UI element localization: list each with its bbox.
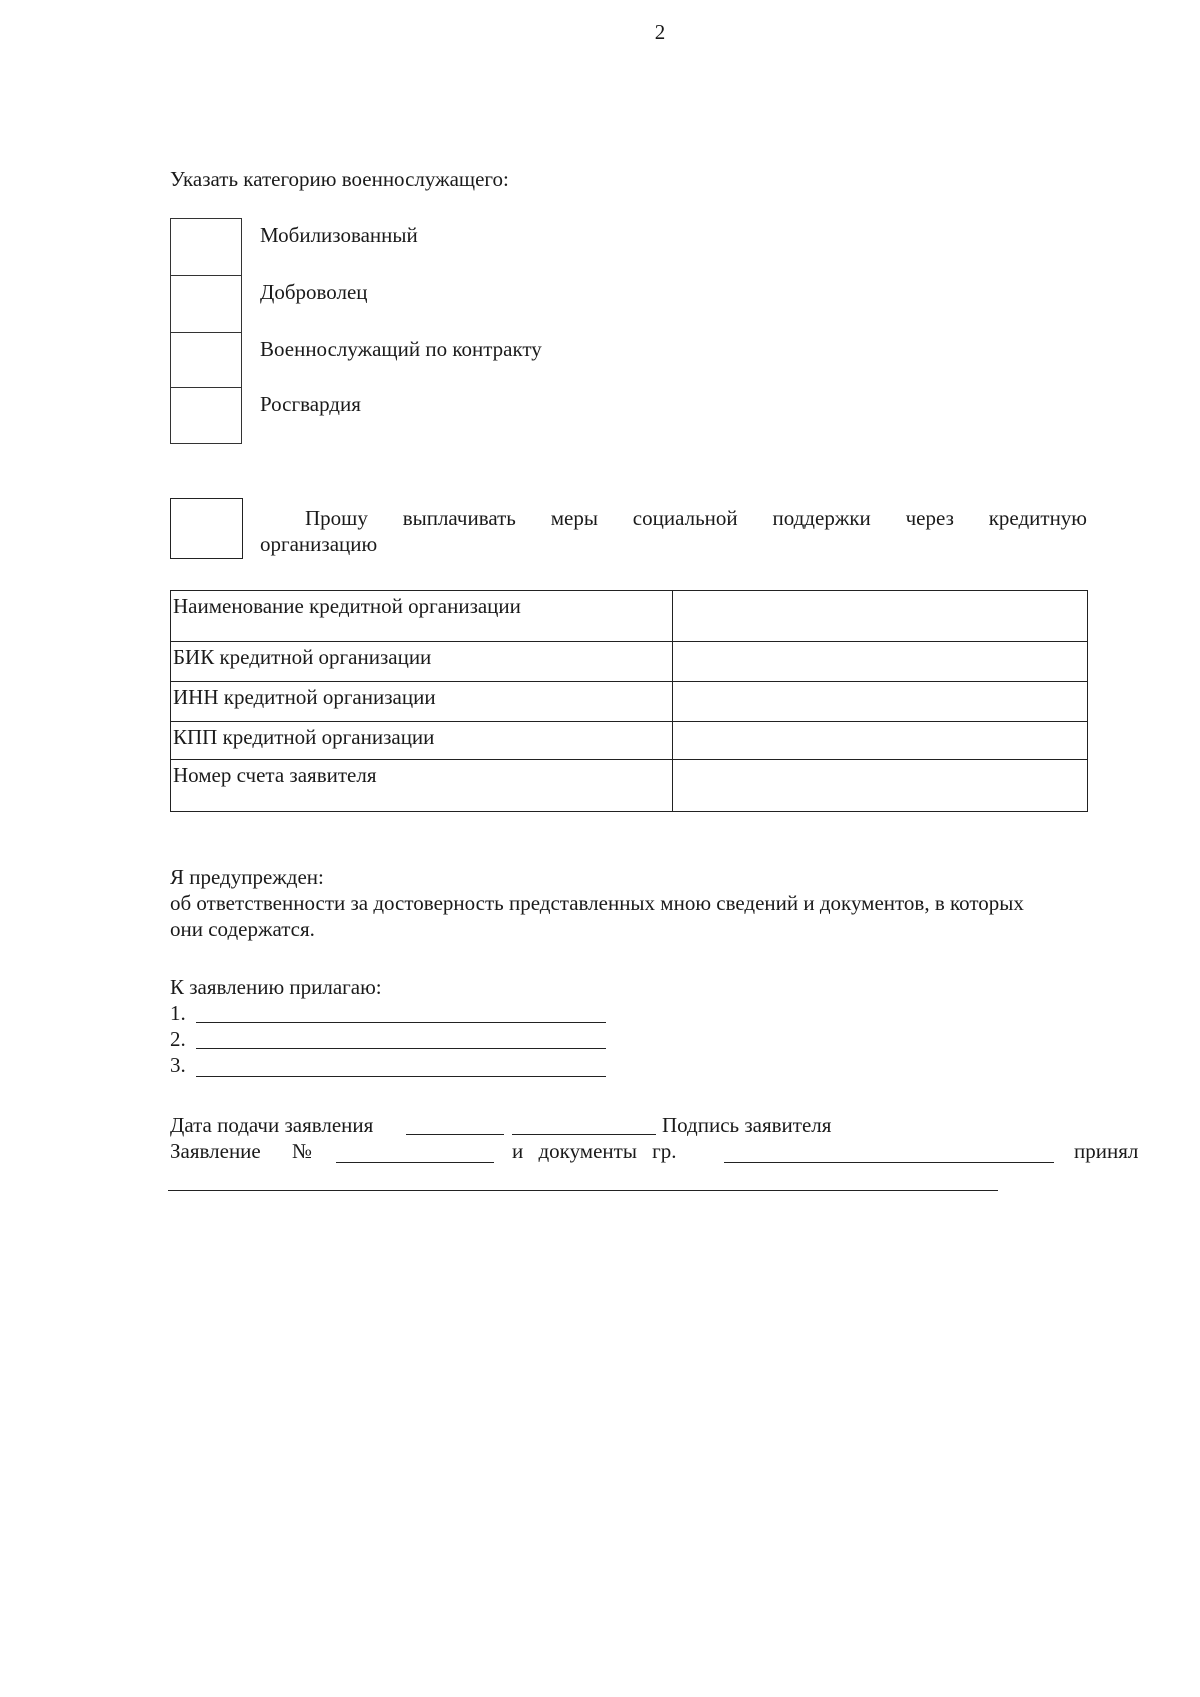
warning-text-line1: об ответственности за достоверность представленных мною сведений и документов, в которых <box>170 891 1024 915</box>
accepted-by-line[interactable] <box>168 1170 998 1191</box>
submission-date-label: Дата подачи заявления <box>170 1113 374 1137</box>
documents-label: и документы гр. <box>512 1139 677 1163</box>
bank-details-table <box>170 590 1088 812</box>
option-label-mobilized: Мобилизованный <box>260 223 418 247</box>
table-row <box>171 591 1088 642</box>
warning-heading: Я предупрежден: <box>170 865 324 889</box>
attachment-number-3: 3. <box>170 1053 186 1077</box>
bank-kpp-label: КПП кредитной организации <box>171 722 673 760</box>
bank-inn-field[interactable] <box>672 682 1087 722</box>
submission-date-line[interactable] <box>406 1114 504 1135</box>
bank-request-text-line1: Прошу выплачивать меры социальной поддержки через кредитную <box>305 506 1087 530</box>
application-label: Заявление <box>170 1139 261 1163</box>
checkbox-contract-serviceman[interactable] <box>170 332 242 388</box>
option-label-volunteer: Доброволец <box>260 280 368 304</box>
option-label-rosgvardia: Росгвардия <box>260 392 361 416</box>
table-row <box>171 760 1088 812</box>
applicant-name-line[interactable] <box>724 1142 1054 1163</box>
account-number-field[interactable] <box>672 760 1087 812</box>
category-heading: Указать категорию военнослужащего: <box>170 167 509 191</box>
checkbox-bank-payment[interactable] <box>170 498 243 559</box>
table-row <box>171 682 1088 722</box>
table-row <box>171 722 1088 760</box>
bank-bik-field[interactable] <box>672 642 1087 682</box>
number-sign: № <box>292 1139 313 1163</box>
attachment-line-2[interactable] <box>196 1028 606 1049</box>
signature-line[interactable] <box>512 1114 656 1135</box>
checkbox-rosgvardia[interactable] <box>170 387 242 444</box>
table-row <box>171 642 1088 682</box>
account-number-label: Номер счета заявителя <box>171 760 673 812</box>
warning-text-line2: они содержатся. <box>170 917 315 941</box>
bank-kpp-field[interactable] <box>672 722 1087 760</box>
bank-inn-label: ИНН кредитной организации <box>171 682 673 722</box>
bank-bik-label: БИК кредитной организации <box>171 642 673 682</box>
attachments-heading: К заявлению прилагаю: <box>170 975 382 999</box>
checkbox-volunteer[interactable] <box>170 275 242 333</box>
application-number-line[interactable] <box>336 1142 494 1163</box>
bank-name-label: Наименование кредитной организации <box>171 591 673 642</box>
attachment-line-3[interactable] <box>196 1056 606 1077</box>
attachment-number-1: 1. <box>170 1001 186 1025</box>
bank-request-text-line2: организацию <box>260 532 378 556</box>
option-label-contract-serviceman: Военнослужащий по контракту <box>260 337 542 361</box>
page-number: 2 <box>654 20 666 44</box>
accepted-label: принял <box>1074 1139 1139 1163</box>
attachment-line-1[interactable] <box>196 1002 606 1023</box>
signature-label: Подпись заявителя <box>662 1113 832 1137</box>
bank-name-field[interactable] <box>672 591 1087 642</box>
attachment-number-2: 2. <box>170 1027 186 1051</box>
checkbox-mobilized[interactable] <box>170 218 242 276</box>
